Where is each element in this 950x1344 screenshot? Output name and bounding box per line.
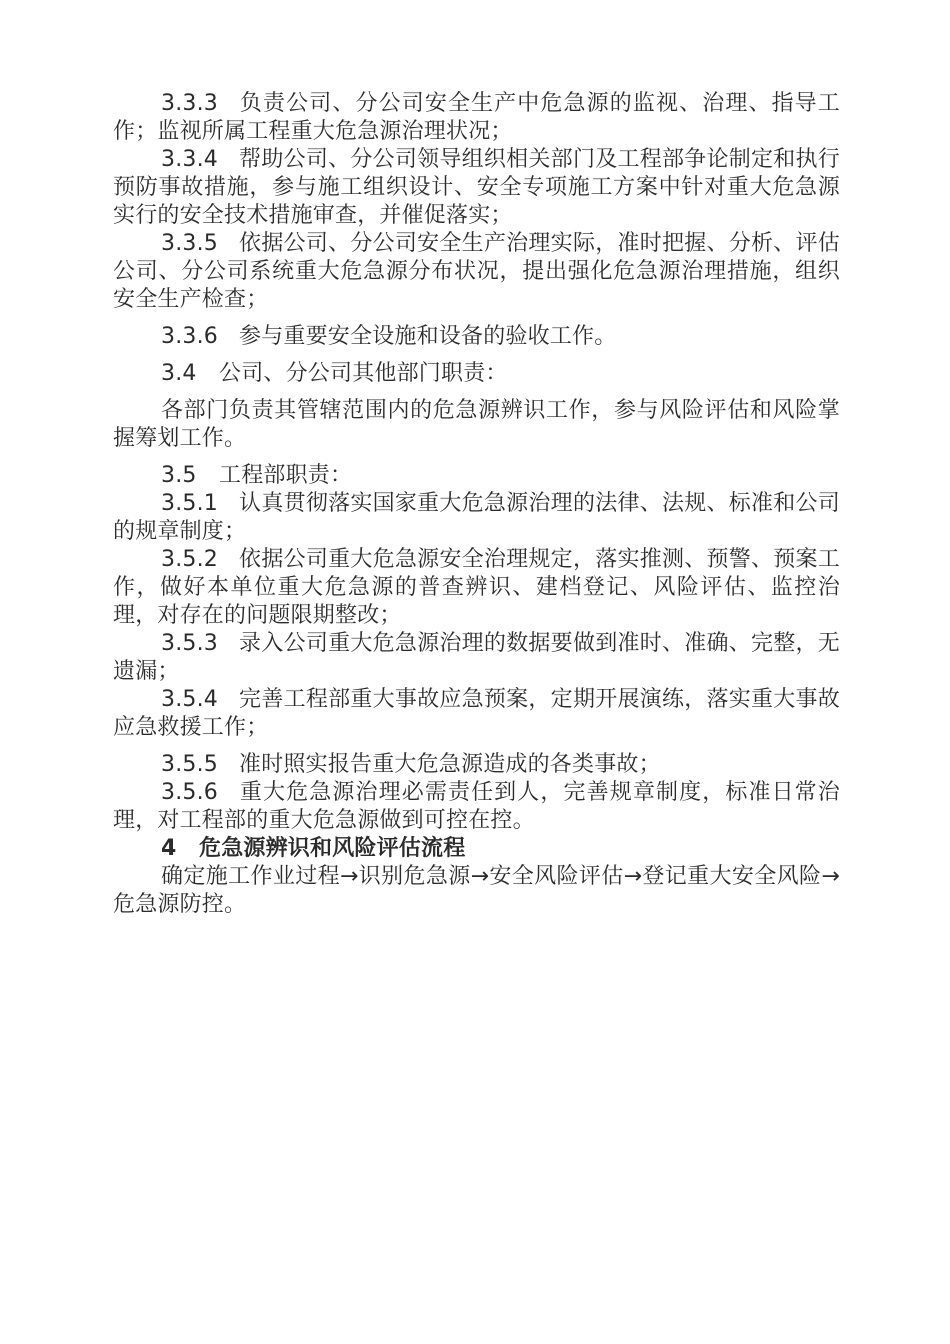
paragraph-3-3-5 <box>113 230 840 314</box>
clause-number: 3.4 <box>161 361 197 386</box>
document-page <box>113 90 840 919</box>
paragraph-3-5-4 <box>113 686 840 742</box>
clause-number: 3.3.5 <box>161 231 218 256</box>
section-number: 4 <box>161 836 177 861</box>
section-title: 危急源辨识和风险评估流程 <box>199 836 466 861</box>
paragraph-3-5-6 <box>113 779 840 835</box>
paragraph-text: 认真贯彻落实国家重大危急源治理的法律、法规、标准和公司的规章制度； <box>113 491 840 544</box>
clause-number: 3.5.1 <box>161 491 218 516</box>
paragraph-text: 依据公司重大危急源安全治理规定，落实推测、预警、预案工作，做好本单位重大危急源的普查辨识、建档登记、风险评估、监控治理，对存在的问题限期整改； <box>113 547 840 628</box>
clause-number: 3.5.4 <box>161 687 218 712</box>
paragraph-text: 公司、分公司其他部门职责： <box>219 361 508 386</box>
clause-number: 3.3.6 <box>161 324 218 349</box>
paragraph-text: 完善工程部重大事故应急预案，定期开展演练，落实重大事故应急救援工作； <box>113 687 840 740</box>
paragraph-3-3-3 <box>113 90 840 146</box>
clause-number: 3.5.5 <box>161 752 218 777</box>
paragraph-text: 确定施工作业过程→识别危急源→安全风险评估→登记重大安全风险→危急源防控。 <box>113 864 840 917</box>
paragraph-text: 重大危急源治理必需责任到人，完善规章制度，标准日常治理，对工程部的重大危急源做到可控在控。 <box>113 780 840 833</box>
paragraph-3-4 <box>113 360 840 388</box>
paragraph-departments <box>113 397 840 453</box>
paragraph-3-5-5 <box>113 751 840 779</box>
clause-number: 3.3.3 <box>161 91 218 116</box>
paragraph-text: 工程部职责： <box>219 463 353 488</box>
paragraph-text: 参与重要安全设施和设备的验收工作。 <box>239 324 617 349</box>
paragraph-text: 依据公司、分公司安全生产治理实际，准时把握、分析、评估公司、分公司系统重大危急源分布状况，提出强化危急源治理措施，组织安全生产检查； <box>113 231 840 312</box>
clause-number: 3.3.4 <box>161 147 218 172</box>
paragraph-text: 各部门负责其管辖范围内的危急源辨识工作，参与风险评估和风险掌握筹划工作。 <box>113 398 840 451</box>
paragraph-text: 录入公司重大危急源治理的数据要做到准时、准确、完整，无遗漏； <box>113 631 840 684</box>
paragraph-3-3-6 <box>113 323 840 351</box>
clause-number: 3.5.2 <box>161 547 218 572</box>
paragraph-text: 准时照实报告重大危急源造成的各类事故； <box>239 752 661 777</box>
paragraph-3-3-4 <box>113 146 840 230</box>
paragraph-3-5-2 <box>113 546 840 630</box>
clause-number: 3.5.3 <box>161 631 218 656</box>
clause-number: 3.5 <box>161 463 197 488</box>
clause-number: 3.5.6 <box>161 780 218 805</box>
paragraph-flow <box>113 863 840 919</box>
paragraph-3-5-1 <box>113 490 840 546</box>
section-heading-4 <box>113 835 840 863</box>
paragraph-3-5 <box>113 462 840 490</box>
paragraph-text: 负责公司、分公司安全生产中危急源的监视、治理、指导工作；监视所属工程重大危急源治理状况； <box>113 91 840 144</box>
paragraph-3-5-3 <box>113 630 840 686</box>
paragraph-text: 帮助公司、分公司领导组织相关部门及工程部争论制定和执行预防事故措施，参与施工组织设计、安全专项施工方案中针对重大危急源实行的安全技术措施审查，并催促落实； <box>113 147 840 228</box>
